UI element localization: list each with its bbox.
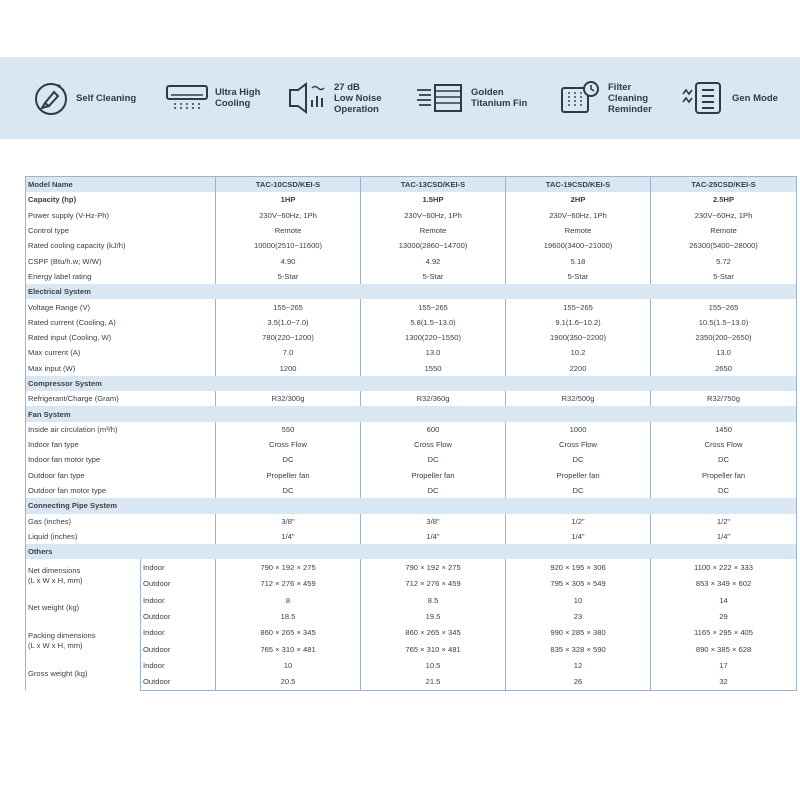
- feature-filter-reminder: [558, 57, 652, 139]
- row-value: Cross Flow: [506, 437, 651, 452]
- row-value: 835 × 328 × 590: [506, 641, 651, 657]
- unit-label: Outdoor: [141, 608, 216, 624]
- table-row: [26, 391, 797, 406]
- row-label: Max current (A): [26, 345, 216, 360]
- table-row: [26, 330, 797, 345]
- row-value: 1200: [216, 361, 361, 376]
- row-value: 3.5(1.0~7.0): [216, 315, 361, 330]
- section-header: [26, 284, 797, 299]
- row-value: Propeller fan: [506, 468, 651, 483]
- row-value: 4.92: [361, 253, 506, 268]
- specification-table: [25, 176, 797, 691]
- row-value: Propeller fan: [216, 468, 361, 483]
- row-value: 10: [216, 657, 361, 673]
- row-value: 920 × 195 × 306: [506, 559, 651, 575]
- table-row: [26, 514, 797, 529]
- row-value: 14: [651, 592, 797, 608]
- row-value: 155~265: [361, 299, 506, 314]
- table-row: [26, 657, 797, 673]
- row-value: Cross Flow: [651, 437, 797, 452]
- table-row: [26, 576, 797, 592]
- row-value: 790 × 192 × 275: [216, 559, 361, 575]
- ultra-high-cooling-icon: [165, 82, 209, 114]
- self-cleaning-icon: [32, 79, 70, 117]
- row-value: 1/4": [506, 529, 651, 544]
- feature-label: Golden Titanium Fin: [471, 87, 528, 109]
- row-value: 20.5: [216, 674, 361, 691]
- row-label: Inside air circulation (m³/h): [26, 422, 216, 437]
- row-value: 1900(350~2200): [506, 330, 651, 345]
- row-value: 10.5(1.5~13.0): [651, 315, 797, 330]
- row-value: 5-Star: [361, 269, 506, 284]
- table-row: [26, 674, 797, 691]
- row-value: 765 × 310 × 481: [216, 641, 361, 657]
- row-value: 19600(3400~21000): [506, 238, 651, 253]
- row-value: 23: [506, 608, 651, 624]
- feature-label: 27 dB Low Noise Operation: [334, 81, 382, 115]
- section-title: Fan System: [26, 406, 797, 421]
- row-value: 5-Star: [216, 269, 361, 284]
- table-row: [26, 299, 797, 314]
- section-header: [26, 376, 797, 391]
- row-value: DC: [506, 452, 651, 467]
- row-value: 230V~60Hz, 1Ph: [506, 208, 651, 223]
- row-value: 155~265: [216, 299, 361, 314]
- row-value: 1/2": [651, 514, 797, 529]
- row-value: Cross Flow: [361, 437, 506, 452]
- row-value: 2350(200~2650): [651, 330, 797, 345]
- row-value: DC: [506, 483, 651, 498]
- row-value: 1100 × 222 × 333: [651, 559, 797, 575]
- row-label: Gross weight (kg): [26, 657, 141, 690]
- row-value: 13.0: [651, 345, 797, 360]
- row-value: 10000(2510~11600): [216, 238, 361, 253]
- table-row: [26, 468, 797, 483]
- table-row: [26, 238, 797, 253]
- unit-label: Outdoor: [141, 674, 216, 691]
- row-value: 10: [506, 592, 651, 608]
- table-row: [26, 253, 797, 268]
- row-value: 13000(2860~14700): [361, 238, 506, 253]
- golden-fin-icon: [415, 81, 465, 115]
- row-value: 712 × 276 × 459: [361, 576, 506, 592]
- section-title: Electrical System: [26, 284, 797, 299]
- row-label: Capacity (hp): [26, 192, 216, 207]
- row-value: DC: [651, 483, 797, 498]
- table-row: [26, 361, 797, 376]
- row-value: Propeller fan: [651, 468, 797, 483]
- row-value: DC: [651, 452, 797, 467]
- row-value: 230V~60Hz, 1Ph: [361, 208, 506, 223]
- table-row: [26, 422, 797, 437]
- low-noise-icon: [286, 80, 328, 116]
- row-value: 765 × 310 × 481: [361, 641, 506, 657]
- row-value: TAC-13CSD/KEI-S: [361, 177, 506, 193]
- row-value: 2HP: [506, 192, 651, 207]
- feature-low-noise: [286, 57, 382, 139]
- row-value: 3/8": [361, 514, 506, 529]
- row-value: Cross Flow: [216, 437, 361, 452]
- row-value: TAC-10CSD/KEI-S: [216, 177, 361, 193]
- row-value: Remote: [216, 223, 361, 238]
- row-value: 795 × 305 × 549: [506, 576, 651, 592]
- row-value: R32/500g: [506, 391, 651, 406]
- row-label: Net weight (kg): [26, 592, 141, 625]
- row-value: Remote: [506, 223, 651, 238]
- feature-golden-titanium-fin: [415, 57, 527, 139]
- row-value: 1450: [651, 422, 797, 437]
- table-row: [26, 625, 797, 641]
- row-value: 990 × 285 × 380: [506, 625, 651, 641]
- feature-ultra-high-cooling: [165, 57, 260, 139]
- feature-label: Self Cleaning: [76, 92, 137, 104]
- row-value: 860 × 265 × 345: [361, 625, 506, 641]
- row-value: 4.90: [216, 253, 361, 268]
- row-value: 13.0: [361, 345, 506, 360]
- row-value: 32: [651, 674, 797, 691]
- row-value: 1300(220~1550): [361, 330, 506, 345]
- row-value: R32/750g: [651, 391, 797, 406]
- row-label: CSPF (Btu/h.w; W/W): [26, 253, 216, 268]
- row-value: 790 × 192 × 275: [361, 559, 506, 575]
- row-label: Indoor fan motor type: [26, 452, 216, 467]
- row-value: 17: [651, 657, 797, 673]
- row-label: Liquid (inches): [26, 529, 216, 544]
- table-row: [26, 529, 797, 544]
- table-row: [26, 452, 797, 467]
- gen-mode-icon: [680, 80, 728, 116]
- row-value: 853 × 349 × 602: [651, 576, 797, 592]
- table-row: [26, 177, 797, 193]
- table-row: [26, 641, 797, 657]
- row-value: 860 × 265 × 345: [216, 625, 361, 641]
- row-value: 5-Star: [506, 269, 651, 284]
- row-value: 780(220~1200): [216, 330, 361, 345]
- row-label: Max input (W): [26, 361, 216, 376]
- section-header: [26, 498, 797, 513]
- row-value: 8.5: [361, 592, 506, 608]
- section-header: [26, 544, 797, 559]
- row-value: 1.5HP: [361, 192, 506, 207]
- row-label: Control type: [26, 223, 216, 238]
- row-label: Rated cooling capacity (kJ/h): [26, 238, 216, 253]
- unit-label: Indoor: [141, 625, 216, 641]
- unit-label: Indoor: [141, 559, 216, 575]
- row-value: 21.5: [361, 674, 506, 691]
- row-value: 230V~60Hz, 1Ph: [651, 208, 797, 223]
- row-value: Remote: [651, 223, 797, 238]
- row-value: 1/4": [361, 529, 506, 544]
- row-value: 9.1(1.6~10.2): [506, 315, 651, 330]
- row-value: 7.0: [216, 345, 361, 360]
- row-value: 29: [651, 608, 797, 624]
- table-row: [26, 483, 797, 498]
- row-label: Net dimensions (L x W x H, mm): [26, 559, 141, 592]
- table-row: [26, 269, 797, 284]
- row-value: 2.5HP: [651, 192, 797, 207]
- row-label: Energy label rating: [26, 269, 216, 284]
- row-value: 19.5: [361, 608, 506, 624]
- row-value: TAC-25CSD/KEI-S: [651, 177, 797, 193]
- row-value: 550: [216, 422, 361, 437]
- section-header: [26, 406, 797, 421]
- row-value: Remote: [361, 223, 506, 238]
- row-value: DC: [216, 483, 361, 498]
- row-value: DC: [361, 452, 506, 467]
- row-value: 5-Star: [651, 269, 797, 284]
- row-value: 155~265: [651, 299, 797, 314]
- row-value: 1165 × 295 × 405: [651, 625, 797, 641]
- row-value: 1/4": [216, 529, 361, 544]
- row-value: 3/8": [216, 514, 361, 529]
- row-value: DC: [361, 483, 506, 498]
- table-row: [26, 559, 797, 575]
- section-title: Others: [26, 544, 797, 559]
- row-label: Outdoor fan type: [26, 468, 216, 483]
- row-value: 600: [361, 422, 506, 437]
- row-value: TAC-19CSD/KEI-S: [506, 177, 651, 193]
- row-value: 26: [506, 674, 651, 691]
- filter-reminder-icon: [558, 80, 602, 116]
- row-value: 155~265: [506, 299, 651, 314]
- feature-label: Ultra High Cooling: [215, 87, 261, 109]
- row-label: Refrigerant/Charge (Gram): [26, 391, 216, 406]
- table-row: [26, 223, 797, 238]
- row-label: Gas (inches): [26, 514, 216, 529]
- row-value: DC: [216, 452, 361, 467]
- unit-label: Indoor: [141, 657, 216, 673]
- row-label: Power supply (V-Hz-Ph): [26, 208, 216, 223]
- feature-banner: [0, 57, 800, 139]
- row-value: 712 × 276 × 459: [216, 576, 361, 592]
- table-row: [26, 192, 797, 207]
- table-row: [26, 608, 797, 624]
- row-value: 10.5: [361, 657, 506, 673]
- row-label: Rated input (Cooling, W): [26, 330, 216, 345]
- unit-label: Indoor: [141, 592, 216, 608]
- table-row: [26, 315, 797, 330]
- feature-label: Filter Cleaning Reminder: [608, 81, 652, 115]
- row-value: 26300(5400~28000): [651, 238, 797, 253]
- row-value: 1550: [361, 361, 506, 376]
- row-value: 1/4": [651, 529, 797, 544]
- row-value: R32/360g: [361, 391, 506, 406]
- table-row: [26, 345, 797, 360]
- section-title: Connecting Pipe System: [26, 498, 797, 513]
- row-label: Packing dimensions (L x W x H, mm): [26, 625, 141, 658]
- unit-label: Outdoor: [141, 576, 216, 592]
- row-value: 10.2: [506, 345, 651, 360]
- feature-label: Gen Mode: [732, 92, 778, 104]
- row-value: 2200: [506, 361, 651, 376]
- row-value: 5.8(1.5~13.0): [361, 315, 506, 330]
- row-value: 1/2": [506, 514, 651, 529]
- row-value: Propeller fan: [361, 468, 506, 483]
- row-value: 230V~60Hz, 1Ph: [216, 208, 361, 223]
- table-row: [26, 592, 797, 608]
- row-label: Indoor fan type: [26, 437, 216, 452]
- row-label: Outdoor fan motor type: [26, 483, 216, 498]
- table-row: [26, 208, 797, 223]
- row-label: Rated current (Cooling, A): [26, 315, 216, 330]
- row-value: 1000: [506, 422, 651, 437]
- table-row: [26, 437, 797, 452]
- row-value: 890 × 385 × 628: [651, 641, 797, 657]
- row-value: 5.72: [651, 253, 797, 268]
- row-label: Model Name: [26, 177, 216, 193]
- row-value: 1HP: [216, 192, 361, 207]
- feature-self-cleaning: [32, 57, 136, 139]
- unit-label: Outdoor: [141, 641, 216, 657]
- row-label: Voltage Range (V): [26, 299, 216, 314]
- row-value: R32/300g: [216, 391, 361, 406]
- row-value: 8: [216, 592, 361, 608]
- feature-gen-mode: [680, 57, 778, 139]
- row-value: 18.5: [216, 608, 361, 624]
- row-value: 12: [506, 657, 651, 673]
- row-value: 2650: [651, 361, 797, 376]
- section-title: Compressor System: [26, 376, 797, 391]
- row-value: 5.18: [506, 253, 651, 268]
